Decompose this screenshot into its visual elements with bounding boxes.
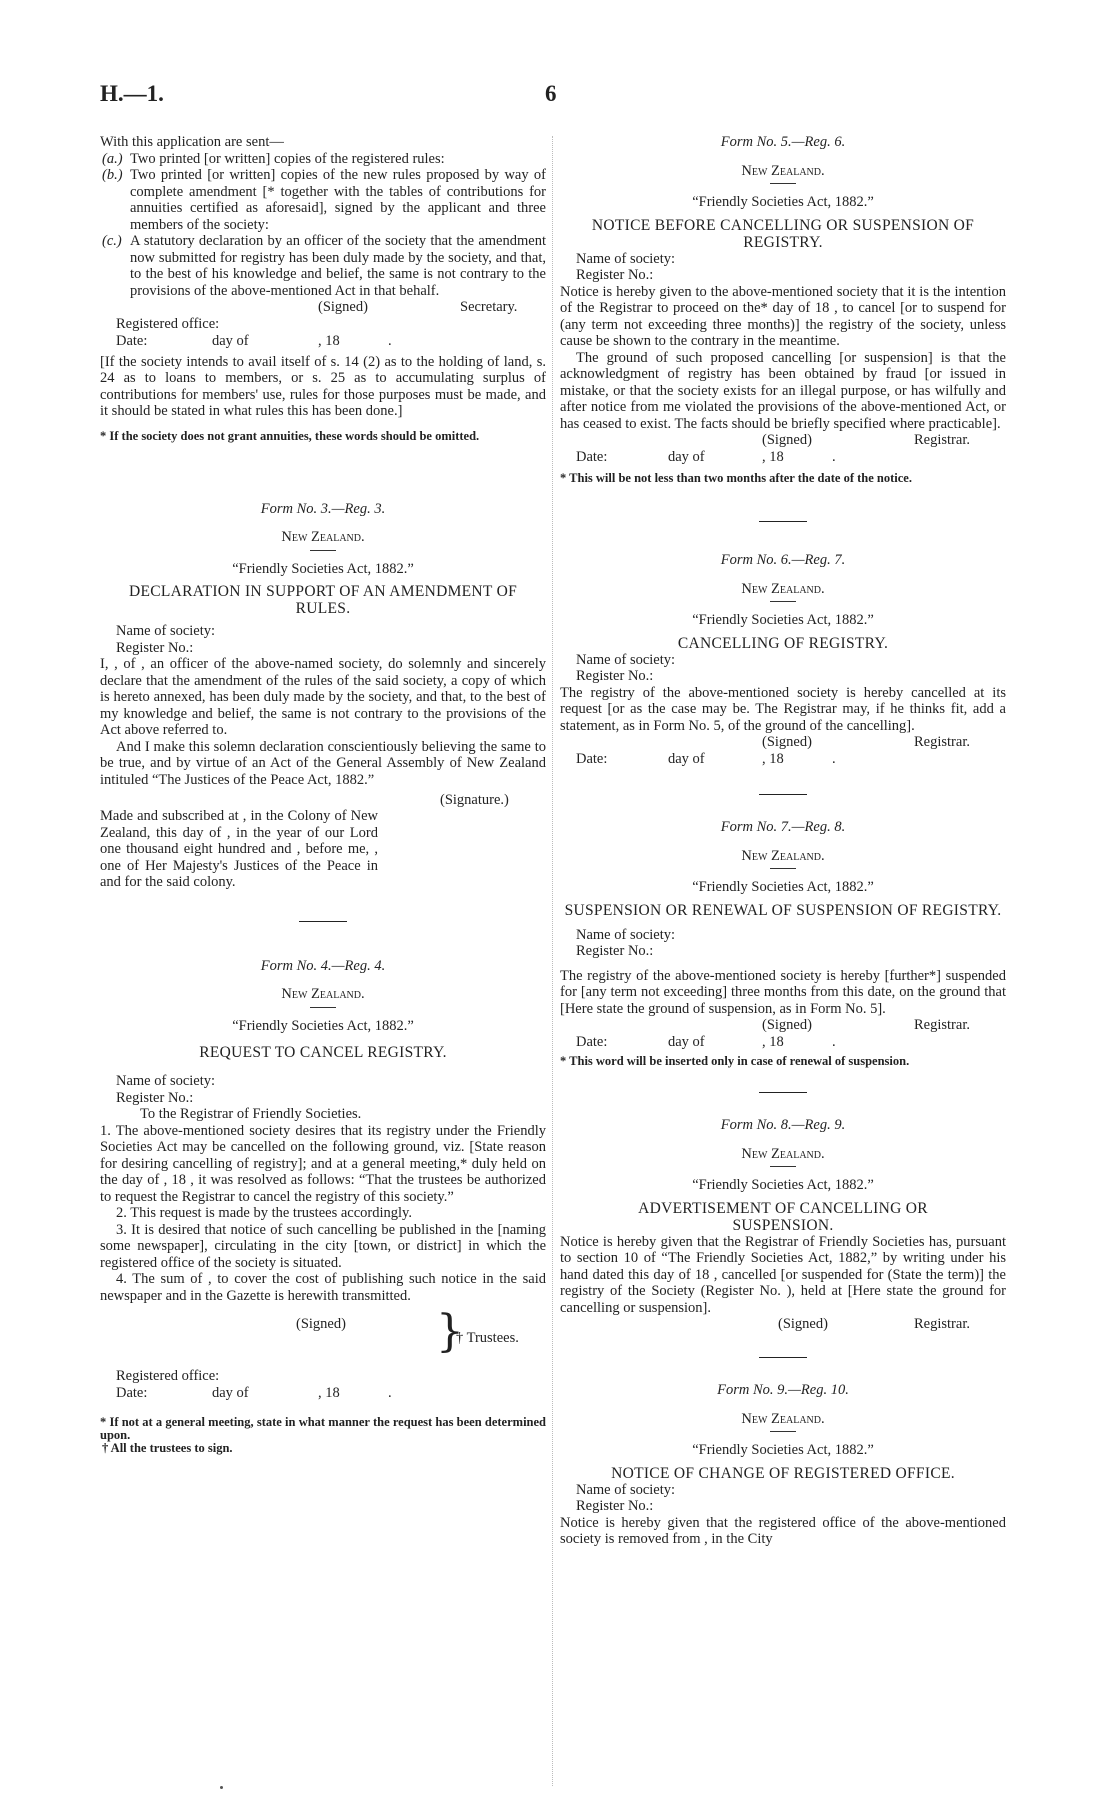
act-title: “Friendly Societies Act, 1882.” <box>692 1442 874 1458</box>
signed-label: (Signed) <box>778 1316 828 1332</box>
date-day: day of <box>212 1384 249 1401</box>
date-label: Date: <box>576 1034 608 1050</box>
form-title: Form No. 8.—Reg. 9. <box>720 1117 846 1133</box>
short-rule <box>310 550 336 551</box>
form-title: Form No. 6.—Reg. 7. <box>720 552 846 568</box>
form-title: Form No. 9.—Reg. 10. <box>717 1382 849 1398</box>
act-title: “Friendly Societies Act, 1882.” <box>692 879 874 895</box>
signed-label: (Signed) <box>296 1316 346 1332</box>
signature-line <box>100 788 546 808</box>
signature-line <box>100 299 546 316</box>
list-item <box>100 151 546 168</box>
date-label: Date: <box>116 1384 148 1401</box>
date-line <box>560 751 1006 768</box>
society-name-label: Name of society: <box>116 623 216 639</box>
form-5 <box>560 134 1006 485</box>
request-paragraph: 4. The sum of , to cover the cost of publishing such notice in the said newspaper and in the Gazette is herewith transmitted. <box>100 1271 546 1304</box>
date-year: , 18 <box>762 751 784 767</box>
signature-label: (Signature.) <box>440 792 509 808</box>
registered-office-label: Registered office: <box>116 1368 220 1384</box>
footnote: * If not at a general meeting, state in what manner the request has been determined upon. <box>100 1414 546 1442</box>
footnote: * If the society does not grant annuities, these words should be omitted. <box>100 428 480 443</box>
society-name-label: Name of society: <box>116 1073 216 1089</box>
jurat: Made and subscribed at , in the Colony of New Zealand, this day of , in the year of our Lord one thousand eight hundred and , before me, , one of Her Majesty's Justices of the Peace in and for the said colony. <box>100 808 378 890</box>
form-heading: NOTICE OF CHANGE OF REGISTERED OFFICE. <box>611 1464 955 1482</box>
form-9 <box>560 1382 1006 1548</box>
signed-label: (Signed) <box>762 1017 812 1033</box>
declaration-body: And I make this solemn declaration conscientiously believing the same to be true, and by virtue of an Act of the General Assembly of New Zealand intituled “The Justices of the Peace Act, 1882.” <box>100 738 546 788</box>
society-name-label: Name of society: <box>576 651 676 668</box>
country-heading: New Zealand. <box>741 1145 825 1162</box>
registrar-label: Registrar. <box>914 1316 970 1332</box>
change-office-body: Notice is hereby given that the registered office of the above-mentioned society is removed from , in the City <box>560 1514 1006 1547</box>
cancelling-body: The registry of the above-mentioned society is hereby cancelled at its request [or as the case may be. The Registrar may, if he thinks fit, add a statement, as in Form No. 5, of the ground of the cancelling]. <box>560 684 1006 734</box>
date-day: day of <box>668 449 705 465</box>
date-year: , 18 <box>318 1384 340 1401</box>
form-heading: CANCELLING OF REGISTRY. <box>677 634 889 652</box>
left-column <box>100 134 546 1455</box>
signed-label: (Signed) <box>762 734 812 750</box>
footnote: * This will be not less than two months after the date of the notice. <box>560 471 912 485</box>
short-rule <box>770 1431 796 1432</box>
signed-label: (Signed) <box>762 432 812 448</box>
form-title: Form No. 5.—Reg. 6. <box>720 134 846 150</box>
society-name-label: Name of society: <box>576 1481 676 1498</box>
date-label: Date: <box>576 449 608 465</box>
act-title: “Friendly Societies Act, 1882.” <box>692 194 874 210</box>
register-number-label: Register No.: <box>576 267 654 283</box>
list-label: (b.) <box>102 167 123 183</box>
register-number-label: Register No.: <box>116 639 194 656</box>
notice-body: The ground of such proposed cancelling [or suspension] is that the acknowledgment of registry has been obtained by fraud [or issued in mistake, or that the society exists for an illegal purpose, or has wilfully and after notice from me violated the provisions of the above-mentioned Act, or has ceased to exist. The facts should be briefly specified where practicable]. <box>560 349 1006 432</box>
footnote: * This word will be inserted only in case of renewal of suspension. <box>560 1054 910 1068</box>
country-heading: New Zealand. <box>741 162 825 179</box>
list-text: Two printed [or written] copies of the registered rules: <box>130 150 445 167</box>
trustees-signature <box>100 1306 546 1362</box>
page-header <box>100 81 1030 116</box>
date-dot: . <box>388 1384 392 1401</box>
form-3 <box>100 501 546 891</box>
society-name-label: Name of society: <box>576 250 676 267</box>
separator-rule <box>759 1357 807 1358</box>
date-dot: . <box>832 449 836 465</box>
date-label: Date: <box>116 332 148 349</box>
signed-label: (Signed) <box>318 299 368 315</box>
date-dot: . <box>388 332 392 349</box>
signature-line <box>560 432 1006 449</box>
register-number-label: Register No.: <box>576 1498 654 1514</box>
request-paragraph: 3. It is desired that notice of such cancelling be published in the [naming some newspaper], circulating in the city [town, or district] in which the registered office of the society is situated. <box>100 1221 546 1271</box>
form-title: Form No. 3.—Reg. 3. <box>260 500 386 517</box>
list-text: A statutory declaration by an officer of the society that the amendment now submitted for registry has been duly made by the society, and that, to the best of his knowledge and belief, the same is not contrary to the provisions of the above-mentioned Act in that behalf. <box>130 233 546 299</box>
land-loans-note: [If the society intends to avail itself of s. 14 (2) as to the holding of land, s. 24 as to loans to members, or s. 25 as to accumulating surplus of contributions for members' use, rules for those purposes must be made, and it should be stated in what rules this has been done.] <box>100 353 546 419</box>
addressee: To the Registrar of Friendly Societies. <box>140 1106 362 1122</box>
society-name-label: Name of society: <box>576 926 676 943</box>
declaration-body: I, , of , an officer of the above-named society, do solemnly and sincerely declare that the amendment of the rules of the said society, a copy of which is hereto annexed, has been duly made by the society, and that, to the best of my knowledge and belief, the same is not contrary to the provisions of the Act above referred to. <box>100 656 546 738</box>
right-column <box>560 134 1006 1548</box>
short-rule <box>770 868 796 869</box>
form-4 <box>100 958 546 1455</box>
date-label: Date: <box>576 751 608 767</box>
list-item <box>100 167 546 233</box>
column-divider <box>552 136 553 1786</box>
registrar-label: Registrar. <box>914 1017 970 1033</box>
signature-line <box>560 734 1006 751</box>
separator-rule <box>759 1092 807 1093</box>
separator-rule <box>759 794 807 795</box>
list-label: (a.) <box>102 150 123 167</box>
date-day: day of <box>668 751 705 767</box>
date-day: day of <box>668 1034 705 1050</box>
form-heading: REQUEST TO CANCEL REGISTRY. <box>199 1044 447 1061</box>
register-number-label: Register No.: <box>116 1089 194 1106</box>
country-heading: New Zealand. <box>741 580 825 597</box>
signature-line <box>560 1316 1006 1333</box>
footnote: † All the trustees to sign. <box>102 1440 233 1455</box>
date-line <box>100 1385 546 1402</box>
application-intro: With this application are sent— <box>100 134 284 150</box>
notice-body: Notice is hereby given to the above-mentioned society that it is the intention of the Registrar to proceed on the* day of 18 , to cancel [or to suspend for (any term not exceeding three months)] the registry of the society, unless cause be shown to the contrary in the meantime. <box>560 283 1006 349</box>
list-text: Two printed [or written] copies of the new rules proposed by way of complete amendment [* together with the tables of contributions for annuities certified as aforesaid], signed by the applicant and three members of the society: <box>130 167 546 233</box>
form-title: Form No. 4.—Reg. 4. <box>260 957 386 974</box>
brace-mark: } <box>436 1306 464 1357</box>
act-title: “Friendly Societies Act, 1882.” <box>232 1017 414 1034</box>
trustees-label: † Trustees. <box>456 1330 519 1346</box>
register-number-label: Register No.: <box>576 943 654 959</box>
country-heading: New Zealand. <box>741 847 825 864</box>
form-heading: NOTICE BEFORE CANCELLING OR SUSPENSION OF REGISTRY. <box>591 216 975 251</box>
signature-line <box>560 1017 1006 1034</box>
date-line <box>560 1034 1006 1051</box>
date-dot: . <box>832 1034 836 1050</box>
form-heading: ADVERTISEMENT OF CANCELLING OR SUSPENSION. <box>638 1199 928 1234</box>
request-paragraph: 2. This request is made by the trustees accordingly. <box>116 1205 412 1221</box>
short-rule <box>770 1166 796 1167</box>
form-heading: DECLARATION IN SUPPORT OF AN AMENDMENT OF RULES. <box>128 583 517 617</box>
advertisement-body: Notice is hereby given that the Registrar of Friendly Societies has, pursuant to section 10 of “The Friendly Societies Act, 1882,” by writing under his hand dated this day of 18 , cancelled [or suspended for (State the term)] the registry of the Society (Register No. ), held at [Here state the ground for cancelling or suspension]. <box>560 1233 1006 1316</box>
form-heading: SUSPENSION OR RENEWAL OF SUSPENSION OF REGISTRY. <box>564 901 1002 919</box>
country-heading: New Zealand. <box>281 986 365 1002</box>
country-heading: New Zealand. <box>281 529 365 545</box>
list-label: (c.) <box>102 233 122 249</box>
act-title: “Friendly Societies Act, 1882.” <box>692 612 874 628</box>
form-6 <box>560 552 1006 768</box>
list-item <box>100 233 546 299</box>
form-7 <box>560 819 1006 1068</box>
registered-office-label: Registered office: <box>116 316 220 332</box>
secretary-label: Secretary. <box>460 299 518 315</box>
short-rule <box>770 183 796 184</box>
date-year: , 18 <box>762 1034 784 1050</box>
form-title: Form No. 7.—Reg. 8. <box>720 819 846 835</box>
page-reference: H.—1. <box>100 81 164 106</box>
date-line <box>560 449 1006 466</box>
page-number: 6 <box>545 81 557 106</box>
date-line <box>100 333 546 350</box>
country-heading: New Zealand. <box>741 1410 825 1427</box>
register-number-label: Register No.: <box>576 668 654 684</box>
print-mark <box>220 1786 223 1789</box>
short-rule <box>310 1007 336 1008</box>
date-year: , 18 <box>762 449 784 465</box>
registrar-label: Registrar. <box>914 734 970 750</box>
date-dot: . <box>832 751 836 767</box>
suspension-body: The registry of the above-mentioned society is hereby [further*] suspended for [any term not exceeding] three months from this date, on the ground that [Here state the ground of suspension, as in Form No. 5]. <box>560 967 1006 1017</box>
separator-rule <box>299 921 347 922</box>
registrar-label: Registrar. <box>914 432 970 448</box>
separator-rule <box>759 521 807 522</box>
date-year: , 18 <box>318 332 340 349</box>
request-paragraph: 1. The above-mentioned society desires that its registry under the Friendly Societies Act may be cancelled on the following ground, viz. [State reason for desiring cancelling of registry]; and at a general meeting,* duly held on the day of , 18 , it was resolved as follows: “That the trustees be authorized to request the Registrar to cancel the registry of this society.” <box>100 1122 546 1205</box>
date-day: day of <box>212 332 249 349</box>
form-8 <box>560 1117 1006 1333</box>
act-title: “Friendly Societies Act, 1882.” <box>232 560 414 577</box>
act-title: “Friendly Societies Act, 1882.” <box>692 1177 874 1193</box>
short-rule <box>770 601 796 602</box>
